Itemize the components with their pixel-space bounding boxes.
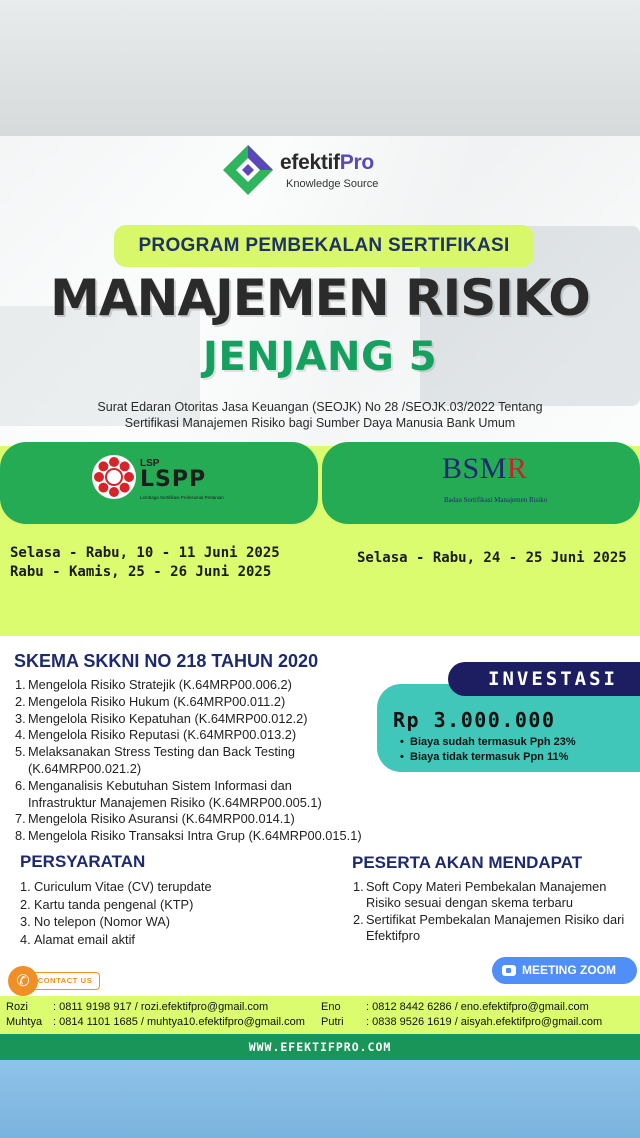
- bsmr-logo: BSMR Badan Sertifikasi Manajemen Risiko: [442, 452, 548, 504]
- list-item: • Biaya sudah termasuk Pph 23%: [410, 735, 576, 750]
- level-title: JENJANG 5: [202, 334, 438, 380]
- list-item: • Biaya tidak termasuk Ppn 11%: [410, 750, 576, 765]
- list-item: 2. Mengelola Risiko Hukum (K.64MRP00.011.2): [15, 693, 286, 709]
- logo-diamond-icon: [222, 144, 274, 196]
- list-item: 3. No telepon (Nomor WA): [20, 914, 171, 929]
- lspp-logo: LSP LSPP Lembaga Sertifikasi Profesional Pertanian: [92, 452, 242, 512]
- list-item: 2. Sertifikat Pembekalan Manajemen Risiko dari Efektifpro: [353, 912, 625, 943]
- logo-wordmark: efektifPro: [280, 151, 374, 174]
- meeting-zoom-button[interactable]: MEETING ZOOM: [492, 957, 637, 984]
- top-blank-bar: [0, 0, 640, 136]
- skema-title: SKEMA SKKNI NO 218 TAHUN 2020: [14, 651, 319, 671]
- bsmr-date-1: Selasa - Rabu, 24 - 25 Juni 2025: [357, 550, 627, 566]
- benefits-title: PESERTA AKAN MENDAPAT: [352, 853, 583, 872]
- contact-muhtya: Muhtya : 0814 1101 1685 / muhtya10.efektifpro@gmail.com: [6, 1016, 305, 1028]
- regulation-text: Surat Edaran Otoritas Jasa Keuangan (SEOJK) No 28 /SEOJK.03/2022 Tentang Sertifikasi Manajemen Risiko bagi Sumber Daya Manusia Bank Umum: [97, 400, 543, 430]
- program-badge: PROGRAM PEMBEKALAN SERTIFIKASI: [114, 225, 534, 267]
- requirements-list: [20, 878, 212, 948]
- list-item: 8. Mengelola Risiko Transaksi Intra Grup (K.64MRP00.015.1): [15, 828, 362, 844]
- investment-label: INVESTASI: [448, 662, 640, 696]
- website-link[interactable]: WWW.EFEKTIFPRO.COM: [0, 1034, 640, 1060]
- video-camera-icon: [502, 965, 516, 976]
- list-item: 1. Curiculum Vitae (CV) terupdate: [20, 879, 212, 894]
- investment-notes: [410, 735, 576, 765]
- list-item: 4. Alamat email aktif: [20, 931, 135, 947]
- lspp-date-1: Selasa - Rabu, 10 - 11 Juni 2025: [10, 545, 280, 561]
- efektifpro-logo: [222, 144, 422, 196]
- bsmr-wordmark: BSMR: [442, 452, 528, 485]
- skema-list: [14, 677, 374, 845]
- bottom-blank-bar: [0, 1060, 640, 1138]
- list-item: 5. Melaksanakan Stress Testing dan Back Testing (K.64MRP00.021.2): [15, 744, 295, 776]
- main-title: MANAJEMEN RISIKO: [50, 269, 590, 327]
- list-item: 2. Kartu tanda pengenal (KTP): [20, 896, 194, 912]
- lspp-date-2: Rabu - Kamis, 25 - 26 Juni 2025: [10, 564, 272, 580]
- contact-rozi: Rozi : 0811 9198 917 / rozi.efektifpro@gmail.com: [6, 1001, 269, 1013]
- benefits-list: [352, 879, 634, 945]
- logo-tagline: Knowledge Source: [286, 178, 379, 190]
- phone-icon: ✆: [8, 966, 38, 996]
- list-item: 1. Soft Copy Materi Pembekalan Manajemen Risiko sesuai dengan skema terbaru: [353, 879, 607, 910]
- contact-eno: Eno : 0812 8442 6286 / eno.efektifpro@gmail.com: [321, 1001, 589, 1013]
- list-item: 3. Mengelola Risiko Kepatuhan (K.64MRP00.012.2): [15, 710, 308, 726]
- list-item: 4. Mengelola Risiko Reputasi (K.64MRP00.013.2): [15, 727, 297, 743]
- lspp-emblem-icon: [92, 455, 136, 499]
- list-item: 1. Mengelola Risiko Stratejik (K.64MRP00.006.2): [15, 677, 292, 692]
- contact-us-tag: [8, 966, 98, 996]
- contact-putri: Putri : 0838 9526 1619 / aisyah.efektifpro@gmail.com: [321, 1016, 603, 1028]
- list-item: 6. Menganalisis Kebutuhan Sistem Informasi dan Infrastruktur Manajemen Risiko (K.64MRP00.005.1): [15, 777, 322, 810]
- investment-price: Rp 3.000.000: [393, 708, 556, 732]
- list-item: 7. Mengelola Risiko Asuransi (K.64MRP00.014.1): [15, 811, 295, 827]
- promo-poster: [0, 136, 640, 1060]
- hero-section: [0, 136, 640, 446]
- requirements-title: PERSYARATAN: [20, 852, 146, 871]
- contact-us-label: CONTACT US: [30, 972, 100, 990]
